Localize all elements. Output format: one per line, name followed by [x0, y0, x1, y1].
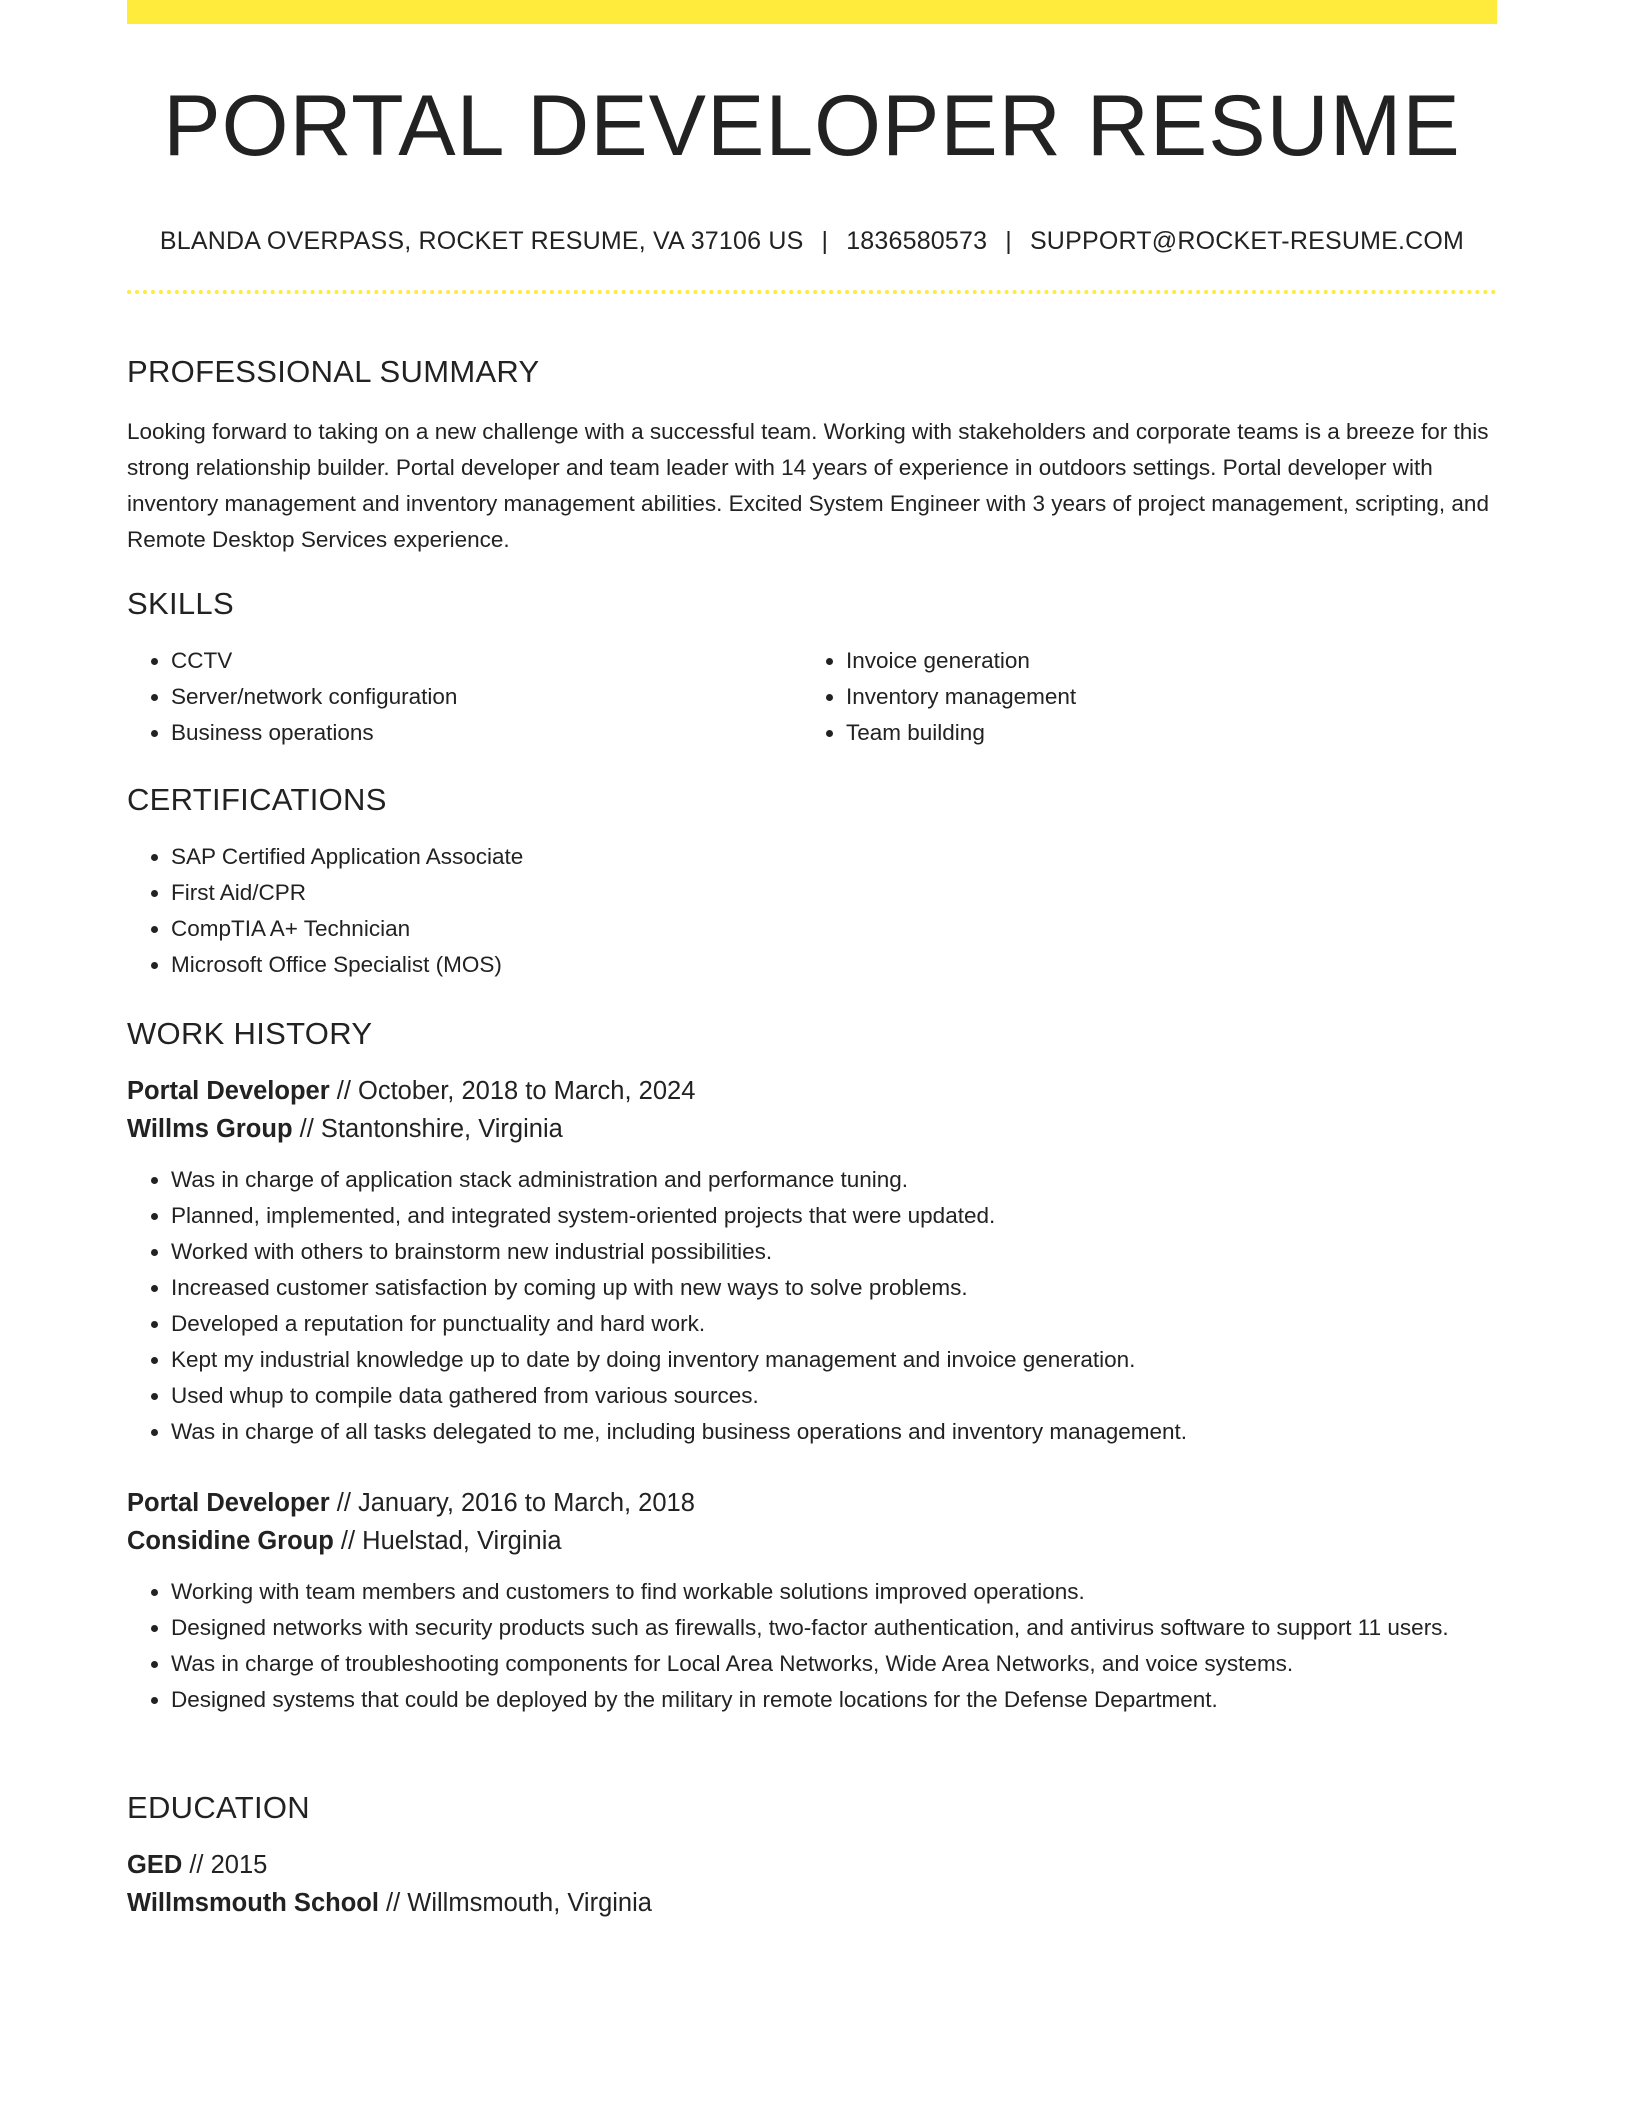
job-location: // Stantonshire, Virginia	[292, 1115, 563, 1143]
job-bullet: • Was in charge of application stack administration and performance tuning.	[171, 1162, 1497, 1198]
education-school: Willmsmouth School	[127, 1889, 379, 1917]
skill-item: • CCTV	[171, 643, 802, 679]
education-year: // 2015	[182, 1851, 268, 1879]
work-history-heading: WORK HISTORY	[127, 1016, 373, 1051]
education-entry	[127, 1846, 1497, 1922]
summary-section	[127, 356, 1497, 558]
job-bullet: • Designed networks with security products such as firewalls, two-factor authentication, and antivirus software to support 11 users.	[171, 1610, 1497, 1646]
certification-item: • CompTIA A+ Technician	[171, 911, 1497, 947]
resume-title: PORTAL DEVELOPER RESUME	[163, 78, 1461, 174]
header-divider	[127, 290, 1497, 294]
skill-item: • Team building	[846, 715, 1477, 751]
education-degree-line	[127, 1846, 1497, 1884]
skill-item: • Invoice generation	[846, 643, 1477, 679]
skills-grid	[127, 643, 1497, 751]
job-dates: // October, 2018 to March, 2024	[329, 1077, 696, 1105]
work-history-section	[127, 1018, 1497, 1718]
education-section	[127, 1792, 1497, 1922]
contact-separator: |	[821, 227, 829, 255]
contact-separator: |	[1005, 227, 1012, 255]
skills-list-left	[127, 643, 802, 751]
contact-phone[interactable]: 1836580573	[846, 227, 988, 255]
job-entry	[127, 1484, 1497, 1718]
skills-column-right	[802, 643, 1477, 751]
job-bullet: • Designed systems that could be deployed by the military in remote locations for the Defense Department.	[171, 1682, 1497, 1718]
education-degree: GED	[127, 1851, 183, 1879]
job-bullet: • Working with team members and customers to find workable solutions improved operations.	[171, 1574, 1497, 1610]
certifications-section	[127, 784, 1497, 983]
job-bullet: • Planned, implemented, and integrated system-oriented projects that were updated.	[171, 1198, 1497, 1234]
skills-heading: SKILLS	[127, 586, 234, 621]
job-title: Portal Developer	[127, 1077, 330, 1105]
summary-heading: PROFESSIONAL SUMMARY	[127, 354, 540, 389]
certification-item: • First Aid/CPR	[171, 875, 1497, 911]
education-location: // Willmsmouth, Virginia	[378, 1889, 652, 1917]
job-title: Portal Developer	[127, 1489, 330, 1517]
resume-page	[127, 0, 1497, 1917]
job-company-line	[127, 1522, 1497, 1560]
job-bullets	[127, 1574, 1497, 1718]
job-company-line	[127, 1110, 1497, 1148]
summary-text: Looking forward to taking on a new challenge with a successful team. Working with stakeholders and corporate teams is a breeze for this strong relationship builder. Portal developer and team leader with 14 years of experience in outdoors settings. Portal developer with inventory management and inventory management abilities. Excited System Engineer with 3 years of project management, scripting, and Remote Desktop Services experience.	[127, 419, 1489, 552]
job-bullets	[127, 1162, 1497, 1450]
job-dates: // January, 2016 to March, 2018	[329, 1489, 695, 1517]
job-bullet: • Kept my industrial knowledge up to date by doing inventory management and invoice generation.	[171, 1342, 1497, 1378]
job-bullet: • Was in charge of troubleshooting components for Local Area Networks, Wide Area Networks, and voice systems.	[171, 1646, 1497, 1682]
contact-line	[127, 229, 1497, 254]
job-title-line	[127, 1072, 1497, 1110]
certifications-heading: CERTIFICATIONS	[127, 782, 387, 817]
job-bullet: • Was in charge of all tasks delegated to me, including business operations and inventory management.	[171, 1414, 1497, 1450]
job-bullet: • Increased customer satisfaction by coming up with new ways to solve problems.	[171, 1270, 1497, 1306]
skills-column-left	[127, 643, 802, 751]
job-title-line	[127, 1484, 1497, 1522]
certifications-list	[127, 839, 1497, 983]
job-company: Considine Group	[127, 1527, 334, 1555]
skill-item: • Business operations	[171, 715, 802, 751]
job-bullet: • Worked with others to brainstorm new industrial possibilities.	[171, 1234, 1497, 1270]
skills-section	[127, 588, 1497, 751]
certification-item: • Microsoft Office Specialist (MOS)	[171, 947, 1497, 983]
education-school-line	[127, 1884, 1497, 1922]
contact-address: BLANDA OVERPASS, ROCKET RESUME, VA 37106 US	[159, 227, 804, 255]
certification-item: • SAP Certified Application Associate	[171, 839, 1497, 875]
job-company: Willms Group	[127, 1115, 293, 1143]
contact-email[interactable]: SUPPORT@ROCKET-RESUME.COM	[1029, 227, 1465, 255]
accent-top-bar	[127, 0, 1497, 24]
job-bullet: • Developed a reputation for punctuality and hard work.	[171, 1306, 1497, 1342]
job-entry	[127, 1072, 1497, 1450]
job-location: // Huelstad, Virginia	[333, 1527, 562, 1555]
job-bullet: • Used whup to compile data gathered from various sources.	[171, 1378, 1497, 1414]
education-heading: EDUCATION	[127, 1790, 310, 1825]
skill-item: • Server/network configuration	[171, 679, 802, 715]
skills-list-right	[802, 643, 1477, 751]
skill-item: • Inventory management	[846, 679, 1477, 715]
